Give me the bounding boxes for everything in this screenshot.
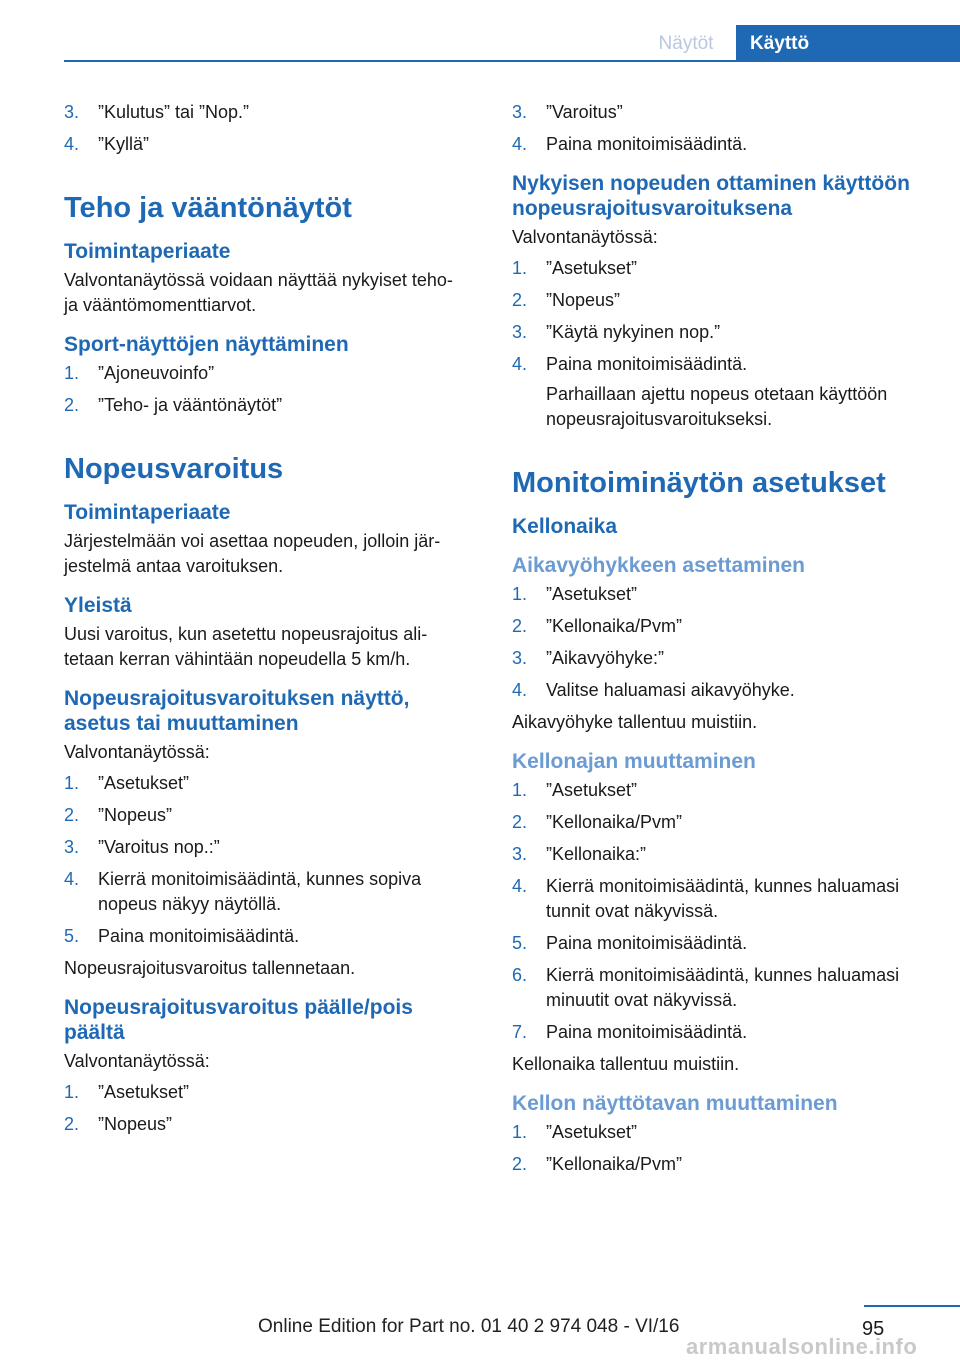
note-nykyinen: Parhaillaan ajettu nopeus otetaan käyttöön nopeusrajoitusvaroitukseksi. [546, 384, 888, 429]
heading-monitoimi: Monitoiminäytön asetukset [512, 467, 886, 499]
list-naytto [64, 771, 464, 949]
list-item: 1. ”Asetukset” [512, 584, 638, 604]
heading-kellon: Kellon näyttötavan muuttaminen [512, 1092, 838, 1115]
list-item: 3. ”Kellonaika:” [512, 844, 647, 864]
list-item: 6. Kierrä monitoimisäädintä, kunnes haluamasi minuutit ovat näkyvissä. [512, 965, 900, 1010]
list-item: 1. ”Asetukset” [512, 780, 638, 800]
list-top-right [512, 100, 932, 157]
left-column [64, 100, 464, 1144]
heading-naytto: Nopeusrajoitusvaroituksen näyttö, asetus tai muuttaminen [64, 687, 410, 735]
list-item: 2. ”Kellonaika/Pvm” [512, 616, 683, 636]
list-kellon [512, 1120, 932, 1177]
paragraph-yleista: Uusi varoitus, kun asetettu nopeusrajoitus alitetaan kerran vähintään nopeudella 5 km/h. [64, 624, 428, 669]
list-item: 3. ”Käytä nykyinen nop.” [512, 322, 721, 342]
right-column [512, 100, 932, 1184]
page-number: 95 [862, 1318, 885, 1340]
list-item: 2. ”Nopeus” [512, 290, 621, 310]
list-item: 2. ”Teho- ja vääntönäytöt” [64, 395, 283, 415]
heading-kellonaika: Kellonaika [512, 515, 618, 538]
list-top-left [64, 100, 464, 157]
list-item: 2. ”Kellonaika/Pvm” [512, 1154, 683, 1174]
list-item: 1. ”Ajoneuvoinfo” [64, 363, 215, 383]
list-item: 4. Valitse haluamasi aikavyöhyke. [512, 680, 795, 700]
paragraph-toimintaperiaate-2: Järjestelmään voi asettaa nopeuden, jolloin järjestelmä antaa varoituksen. [64, 531, 441, 576]
list-item: 4. ”Kyllä” [64, 134, 150, 154]
watermark: armanualsonline.info [686, 1334, 918, 1359]
list-item: 3. ”Aikavyöhyke:” [512, 648, 665, 668]
paragraph-valvonta-2: Valvontanäytössä: [64, 1051, 210, 1071]
heading-yleista: Yleistä [64, 594, 132, 617]
heading-toimintaperiaate-2: Toimintaperiaate [64, 501, 231, 524]
heading-toimintaperiaate-1: Toimintaperiaate [64, 240, 231, 263]
tab-naytot[interactable]: Näytöt [658, 33, 714, 54]
list-item: 1. ”Asetukset” [512, 1122, 638, 1142]
list-kellonajan [512, 778, 932, 1045]
list-item: 4. Kierrä monitoimisäädintä, kunnes haluamasi tunnit ovat näkyvissä. [512, 876, 900, 921]
edition-note: Online Edition for Part no. 01 40 2 974 048 - VI/16 [258, 1316, 680, 1337]
list-item: 2. ”Kellonaika/Pvm” [512, 812, 683, 832]
list-sport [64, 361, 464, 418]
heading-kellonajan: Kellonajan muuttaminen [512, 750, 756, 773]
heading-aikavyohyke: Aikavyöhykkeen asettaminen [512, 554, 805, 577]
paragraph-aikavyohyke: Aikavyöhyke tallentuu muistiin. [512, 712, 758, 732]
heading-nopeusvaroitus: Nopeusvaroitus [64, 453, 284, 485]
list-item: 1. ”Asetukset” [64, 773, 190, 793]
list-item: 5. Paina monitoimisäädintä. [64, 926, 300, 946]
list-item: 2. ”Nopeus” [64, 1114, 173, 1134]
heading-paalle: Nopeusrajoitusvaroitus päälle/pois päältä [64, 996, 413, 1044]
list-item: 1. ”Asetukset” [64, 1082, 190, 1102]
paragraph-kellonaika: Kellonaika tallentuu muistiin. [512, 1054, 740, 1074]
list-item: 4. Paina monitoimisäädintä. [512, 134, 748, 154]
heading-teho: Teho ja vääntönäytöt [64, 192, 352, 224]
list-item: 2. ”Nopeus” [64, 805, 173, 825]
list-item: 7. Paina monitoimisäädintä. [512, 1022, 748, 1042]
paragraph-valvonta-1: Valvontanäytössä: [64, 742, 210, 762]
list-item: 3. ”Varoitus nop.:” [64, 837, 220, 857]
list-item: 4. Kierrä monitoimisäädintä, kunnes sopiva nopeus näkyy näytöllä. [64, 869, 422, 914]
list-nykyinen [512, 256, 932, 377]
heading-nykyinen: Nykyisen nopeuden ottaminen käyttöön nopeusrajoitusvaroituksena [512, 172, 910, 220]
heading-sport: Sport-näyttöjen näyttäminen [64, 333, 349, 356]
paragraph-toimintaperiaate-1: Valvontanäytössä voidaan näyttää nykyiset teho- ja vääntömomenttiarvot. [64, 270, 453, 315]
paragraph-valvonta-right: Valvontanäytössä: [512, 227, 658, 247]
list-item: 3. ”Kulutus” tai ”Nop.” [64, 102, 250, 122]
list-item: 5. Paina monitoimisäädintä. [512, 933, 748, 953]
list-item: 1. ”Asetukset” [512, 258, 638, 278]
footer-rule [864, 1305, 960, 1307]
list-paalle [64, 1080, 464, 1137]
list-item: 3. ”Varoitus” [512, 102, 623, 122]
list-aikavyohyke [512, 582, 932, 703]
paragraph-tallennetaan: Nopeusrajoitusvaroitus tallennetaan. [64, 958, 356, 978]
list-item: 4. Paina monitoimisäädintä. [512, 354, 748, 374]
tab-kaytto[interactable]: Käyttö [736, 25, 960, 62]
